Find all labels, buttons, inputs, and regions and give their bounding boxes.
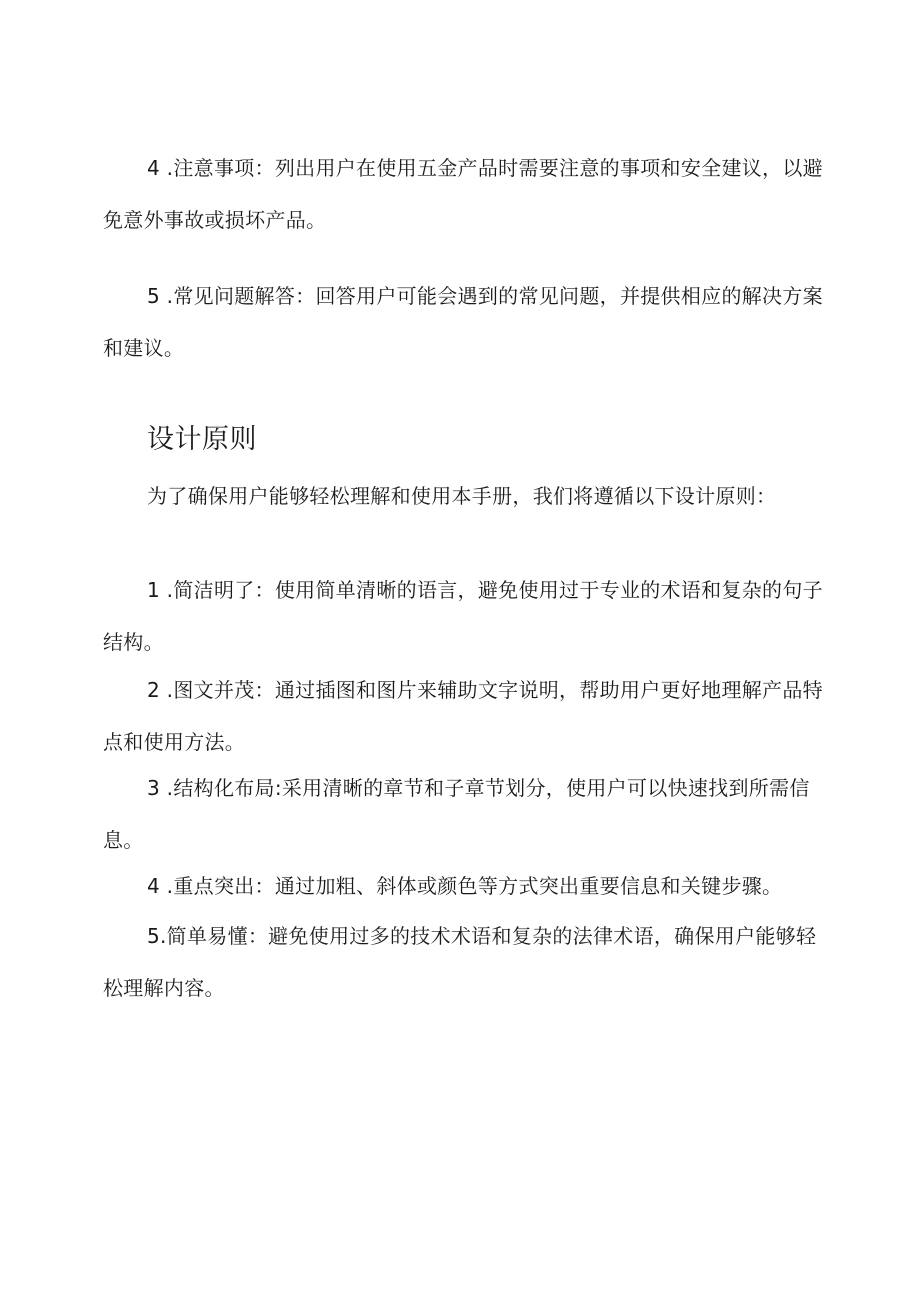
principle-item-highlight: 4 .重点突出：通过加粗、斜体或颜色等方式突出重要信息和关键步骤。 — [147, 874, 783, 898]
list-item-safety-notes: 4 .注意事项：列出用户在使用五金产品时需要注意的事项和安全建议，以避免意外事故或损坏产品。 — [103, 156, 823, 232]
section-title: 设计原则 — [147, 424, 257, 455]
list-item-faq: 5 .常见问题解答：回答用户可能会遇到的常见问题，并提供相应的解决方案和建议。 — [103, 284, 823, 360]
principle-item-structured: 3 .结构化布局:采用清晰的章节和子章节划分，使用户可以快速找到所需信息。 — [103, 776, 810, 852]
principle-item-easy: 5.简单易懂：避免使用过多的技术术语和复杂的法律术语，确保用户能够轻松理解内容。 — [103, 924, 817, 1000]
section-intro: 为了确保用户能够轻松理解和使用本手册，我们将遵循以下设计原则： — [147, 484, 777, 508]
principle-item-illustrated: 2 .图文并茂：通过插图和图片来辅助文字说明，帮助用户更好地理解产品特点和使用方法。 — [103, 678, 823, 754]
principle-item-concise: 1 .简洁明了：使用简单清晰的语言，避免使用过于专业的术语和复杂的句子结构。 — [103, 578, 823, 654]
